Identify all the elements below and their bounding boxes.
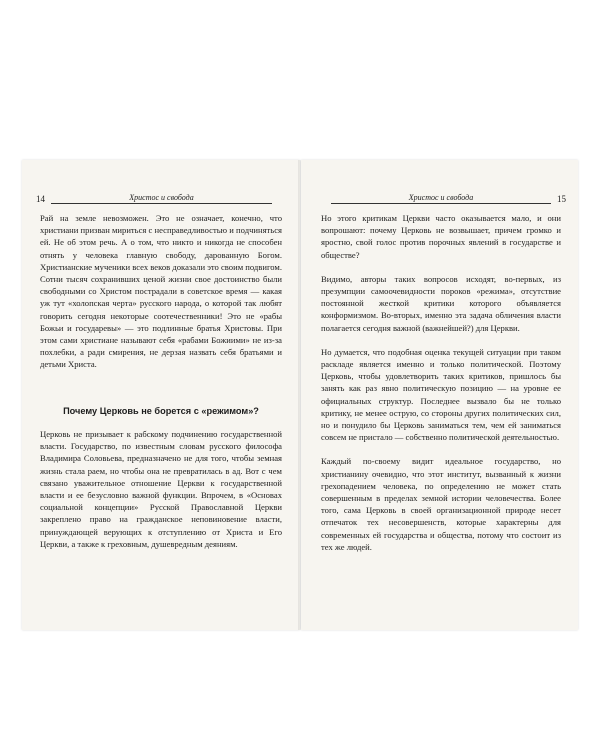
left-paragraph-1: Рай на земле невозможен. Это не означает, конечно, что христиани призван мириться с несправедливостью и подчиняться ей. Не об этом речь. А о том, что никто и никогда не способен отнять у человека главную свободу, дарованную Богом. Христианские мученики всех веков доказали это своим подвигом. Сотни тысяч сохранивших ценой жизни свое достоинство были свободными со Христом пострадали в советское время — какая уж тут «холопская черта» русского народа, о которой так любят говорить сегодня некоторые соотечественники! Это не «рабы Божьи и государевы» — это подлинные братья Христовы. При этом сами христиане называют себя «рабами Божиими» не из-за похлебки, а ради смирения, не дерзая назвать себя братьями и детьми Христа. [40,213,282,370]
right-running-head [325,188,566,204]
right-paragraph-4: Каждый по-своему видит идеальное государство, но христианину очевидно, что этот институт, вызванный к жизни грехопадением человека, по определению не может стать совершенным в пределах земной истории человечества. Более того, сама Церковь в своей организационной природе несет отпечаток тех несовершенств, которые характерны для современных ей государства и общества, потому что состоит из тех же людей. [321,456,561,552]
right-text-block [321,212,561,565]
left-running-title: Христос и свобода [51,193,272,204]
left-paragraph-2: Церковь не призывает к рабскому подчинению государственной власти. Государство, по известным словам русского философа Владимира Соловьева, предназначено не для того, чтобы земная жизнь стала раем, но чтобы она не превратилась в ад. Вот с чем связано уважительное отношение Церкви к государственной власти и ее безусловно важной функции. Впрочем, в «Основах социальной концепции» Русской Православной Церкви закреплено право на гражданское неповиновение власти, принуждающей верующих к отступлению от Христа и Его Церкви, а также к греховным, душевредным деяниям. [40,429,282,549]
right-running-title: Христос и свобода [331,193,551,204]
right-page-number: 15 [557,194,566,204]
left-page [22,160,300,630]
left-text-block-1 [40,212,282,383]
left-page-number: 14 [36,194,45,204]
right-paragraph-3: Но думается, что подобная оценка текущей ситуации при таком раскладе является именно и только политической. Поэтому Церковь, чтобы удовлетворить таких критиков, пришлось бы занять как раз явно политическую позицию — на уровне ее официальных структур. Последнее вызвало бы не только критику, не менее острую, со стороны других политических сил, но и понудило бы Церковь заниматься тем, чем ей заниматься совсем не пристало — собственно политической деятельностью. [321,346,561,443]
left-text-block-2 [40,428,282,562]
right-paragraph-1: Но этого критикам Церкви часто оказывается мало, и они вопрошают: почему Церковь не возвышает, причем громко и яростно, свой голос против порочных явлений в государстве и обществе? [321,213,561,260]
left-running-head [36,188,278,204]
section-heading: Почему Церковь не борется с «режимом»? [63,406,259,416]
right-paragraph-2: Видимо, авторы таких вопросов исходят, во-первых, из презумпции самоочевидности пороков «режима», отсутствие постоянной жесткой критики которого объявляется конформизмом. Во-вторых, именно эта задача обличения власти полагается сегодня важной (важнейшей?) для Церкви. [321,273,561,333]
right-page [301,160,578,630]
